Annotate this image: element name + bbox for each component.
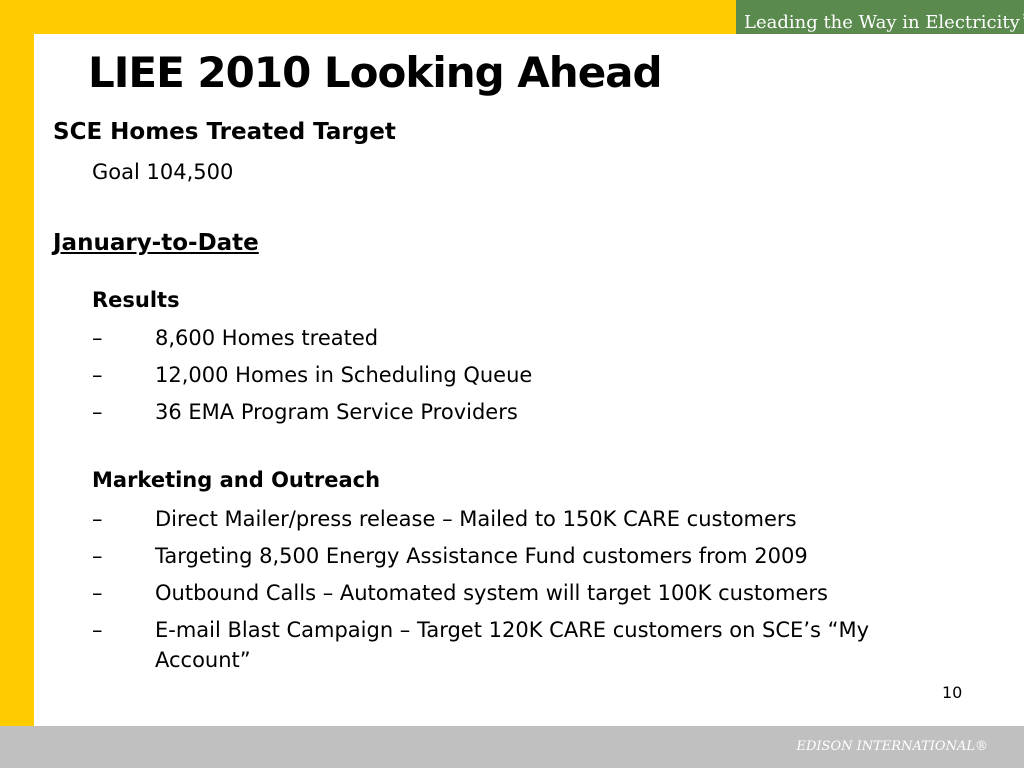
results-item — [92, 323, 952, 353]
results-item-text: 36 EMA Program Service Providers — [155, 400, 518, 424]
dash-bullet: – — [92, 326, 103, 350]
service-mark: SM — [1022, 12, 1036, 21]
slide-title: LIEE 2010 Looking Ahead — [88, 48, 662, 97]
footer-bar — [0, 726, 1024, 768]
dash-bullet: – — [92, 507, 103, 531]
dash-bullet: – — [92, 400, 103, 424]
results-heading: Results — [92, 288, 180, 312]
marketing-item — [92, 615, 952, 675]
tagline-text: Leading the Way in Electricity — [744, 12, 1020, 33]
dash-bullet: – — [92, 581, 103, 605]
marketing-item — [92, 578, 952, 608]
tagline-banner — [736, 0, 1036, 34]
dash-bullet: – — [92, 363, 103, 387]
left-accent-band — [0, 0, 34, 726]
marketing-item — [92, 541, 952, 571]
period-heading: January-to-Date — [53, 230, 259, 256]
results-item-text: 12,000 Homes in Scheduling Queue — [155, 363, 533, 387]
results-item-text: 8,600 Homes treated — [155, 326, 379, 350]
marketing-heading: Marketing and Outreach — [92, 468, 381, 492]
marketing-item-text: E-mail Blast Campaign – Target 120K CARE customers on SCE’s “My Account” — [155, 618, 870, 672]
target-heading: SCE Homes Treated Target — [53, 119, 396, 145]
dash-bullet: – — [92, 544, 103, 568]
marketing-item-text: Direct Mailer/press release – Mailed to 150K CARE customers — [155, 507, 797, 531]
marketing-item — [92, 504, 952, 534]
dash-bullet: – — [92, 618, 103, 642]
footer-brand: EDISON INTERNATIONAL® — [796, 739, 988, 754]
results-item — [92, 397, 952, 427]
marketing-item-text: Targeting 8,500 Energy Assistance Fund customers from 2009 — [155, 544, 808, 568]
page-number: 10 — [942, 683, 963, 702]
results-item — [92, 360, 952, 390]
goal-text: Goal 104,500 — [92, 160, 234, 184]
marketing-item-text: Outbound Calls – Automated system will target 100K customers — [155, 581, 828, 605]
